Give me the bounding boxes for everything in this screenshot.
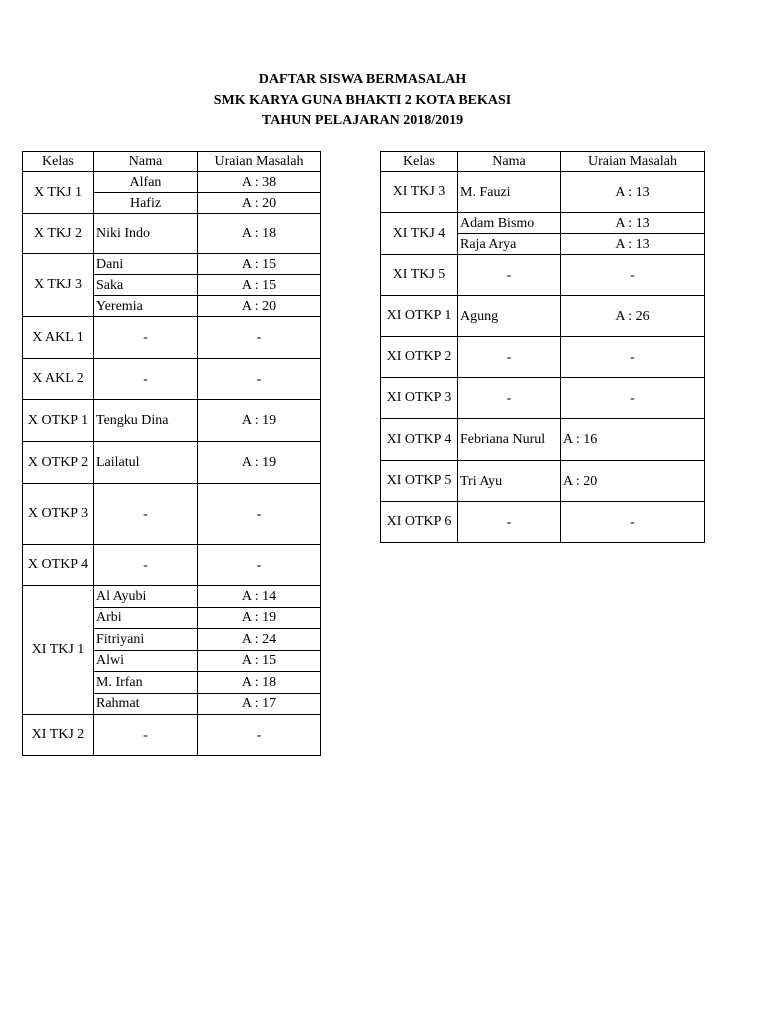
uraian-cell: A : 19 xyxy=(198,607,321,629)
uraian-cell: A : 13 xyxy=(561,172,705,213)
nama-cell: Niki Indo xyxy=(94,214,198,254)
uraian-cell: A : 13 xyxy=(561,213,705,234)
uraian-cell: A : 16 xyxy=(561,419,705,461)
uraian-cell: A : 20 xyxy=(198,193,321,214)
title-line-3: TAHUN PELAJARAN 2018/2019 xyxy=(261,113,464,128)
kelas-cell: X TKJ 1 xyxy=(23,172,94,214)
nama-cell: Febriana Nurul xyxy=(458,419,561,461)
header-kelas: Kelas xyxy=(23,152,94,172)
kelas-cell: XI TKJ 2 xyxy=(23,715,94,756)
uraian-cell: - xyxy=(561,337,705,378)
table-row xyxy=(381,172,705,213)
uraian-cell: A : 15 xyxy=(198,254,321,275)
uraian-cell: - xyxy=(198,317,321,359)
kelas-cell: XI OTKP 2 xyxy=(381,337,458,378)
uraian-cell: - xyxy=(198,715,321,756)
nama-cell: M. Irfan xyxy=(94,672,198,694)
table-row xyxy=(381,213,705,234)
uraian-cell: A : 13 xyxy=(561,234,705,255)
nama-cell: Agung xyxy=(458,296,561,337)
document-title xyxy=(0,70,725,132)
title-line-1: DAFTAR SISWA BERMASALAH xyxy=(258,72,467,87)
table-row xyxy=(381,337,705,378)
table-row xyxy=(381,296,705,337)
uraian-cell: - xyxy=(561,378,705,419)
kelas-cell: X OTKP 3 xyxy=(23,484,94,545)
table-row xyxy=(23,254,321,275)
kelas-cell: X OTKP 1 xyxy=(23,400,94,442)
kelas-cell: XI OTKP 5 xyxy=(381,461,458,502)
table-row xyxy=(23,172,321,193)
uraian-cell: - xyxy=(198,359,321,400)
uraian-cell: A : 38 xyxy=(198,172,321,193)
nama-cell: M. Fauzi xyxy=(458,172,561,213)
nama-cell: Arbi xyxy=(94,607,198,629)
uraian-cell: A : 20 xyxy=(198,296,321,317)
table-row xyxy=(381,378,705,419)
nama-cell: Adam Bismo xyxy=(458,213,561,234)
uraian-cell: A : 15 xyxy=(198,275,321,296)
kelas-cell: XI OTKP 1 xyxy=(381,296,458,337)
nama-cell: Rahmat xyxy=(94,693,198,715)
nama-cell: Alfan xyxy=(94,172,198,193)
nama-cell: - xyxy=(94,484,198,545)
nama-cell: Raja Arya xyxy=(458,234,561,255)
nama-cell: Dani xyxy=(94,254,198,275)
header-uraian: Uraian Masalah xyxy=(198,152,321,172)
nama-cell: - xyxy=(94,545,198,586)
uraian-cell: A : 26 xyxy=(561,296,705,337)
uraian-cell: A : 15 xyxy=(198,650,321,672)
table-row xyxy=(23,214,321,254)
kelas-cell: XI OTKP 3 xyxy=(381,378,458,419)
kelas-cell: XI OTKP 4 xyxy=(381,419,458,461)
kelas-cell: X AKL 2 xyxy=(23,359,94,400)
nama-cell: Saka xyxy=(94,275,198,296)
nama-cell: Lailatul xyxy=(94,442,198,484)
table-row xyxy=(381,419,705,461)
uraian-cell: A : 17 xyxy=(198,693,321,715)
table-row xyxy=(23,359,321,400)
kelas-cell: X OTKP 4 xyxy=(23,545,94,586)
kelas-cell: X AKL 1 xyxy=(23,317,94,359)
kelas-cell: X OTKP 2 xyxy=(23,442,94,484)
nama-cell: Yeremia xyxy=(94,296,198,317)
table-row xyxy=(23,442,321,484)
table-row xyxy=(23,484,321,545)
nama-cell: - xyxy=(458,337,561,378)
uraian-cell: A : 14 xyxy=(198,586,321,608)
uraian-cell: - xyxy=(561,255,705,296)
right-table xyxy=(380,151,705,543)
header-uraian: Uraian Masalah xyxy=(561,152,705,172)
header-kelas: Kelas xyxy=(381,152,458,172)
nama-cell: Tri Ayu xyxy=(458,461,561,502)
nama-cell: Fitriyani xyxy=(94,629,198,651)
uraian-cell: A : 24 xyxy=(198,629,321,651)
kelas-cell: XI OTKP 6 xyxy=(381,502,458,543)
header-row xyxy=(381,152,705,172)
title-line-2: SMK KARYA GUNA BHAKTI 2 KOTA BEKASI xyxy=(213,92,512,108)
nama-cell: Alwi xyxy=(94,650,198,672)
uraian-cell: A : 18 xyxy=(198,672,321,694)
header-nama: Nama xyxy=(94,152,198,172)
kelas-cell: X TKJ 3 xyxy=(23,254,94,317)
nama-cell: Tengku Dina xyxy=(94,400,198,442)
nama-cell: - xyxy=(94,715,198,756)
uraian-cell: A : 19 xyxy=(198,442,321,484)
nama-cell: - xyxy=(94,359,198,400)
nama-cell: - xyxy=(94,317,198,359)
uraian-cell: - xyxy=(198,484,321,545)
table-row xyxy=(381,502,705,543)
kelas-cell: X TKJ 2 xyxy=(23,214,94,254)
table-row xyxy=(23,400,321,442)
uraian-cell: A : 18 xyxy=(198,214,321,254)
table-row xyxy=(23,317,321,359)
uraian-cell: - xyxy=(198,545,321,586)
table-row xyxy=(381,461,705,502)
left-table xyxy=(22,151,321,756)
table-row xyxy=(381,255,705,296)
header-row xyxy=(23,152,321,172)
uraian-cell: A : 19 xyxy=(198,400,321,442)
nama-cell: - xyxy=(458,502,561,543)
table-row xyxy=(23,545,321,586)
uraian-cell: - xyxy=(561,502,705,543)
kelas-cell: XI TKJ 1 xyxy=(23,586,94,715)
table-row xyxy=(23,586,321,608)
nama-cell: Hafiz xyxy=(94,193,198,214)
header-nama: Nama xyxy=(458,152,561,172)
kelas-cell: XI TKJ 5 xyxy=(381,255,458,296)
kelas-cell: XI TKJ 3 xyxy=(381,172,458,213)
nama-cell: - xyxy=(458,255,561,296)
nama-cell: Al Ayubi xyxy=(94,586,198,608)
table-row xyxy=(23,715,321,756)
nama-cell: - xyxy=(458,378,561,419)
kelas-cell: XI TKJ 4 xyxy=(381,213,458,255)
uraian-cell: A : 20 xyxy=(561,461,705,502)
